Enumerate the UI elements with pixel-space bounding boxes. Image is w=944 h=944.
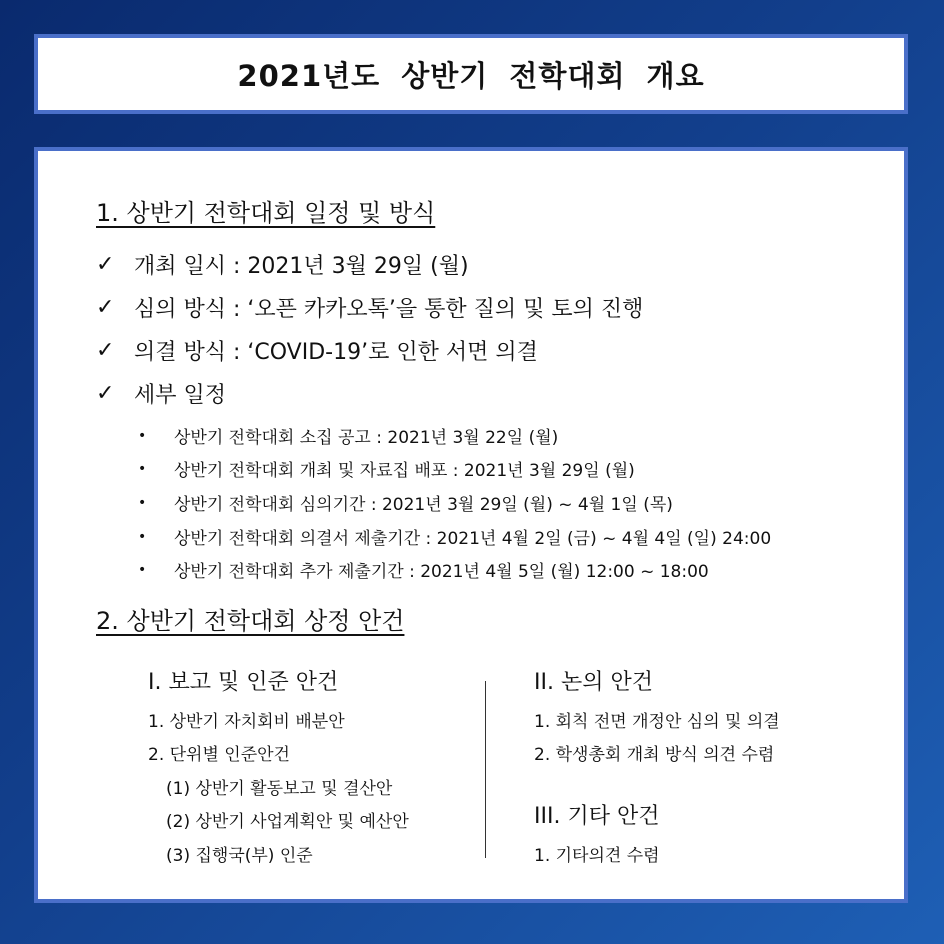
agenda-item: 1. 상반기 자치회비 배분안 bbox=[148, 712, 345, 732]
bullet-icon: • bbox=[138, 460, 147, 477]
check-item bbox=[96, 335, 538, 366]
agenda-subitem: (3) 집행국(부) 인준 bbox=[166, 846, 313, 866]
bullet-icon: • bbox=[138, 427, 147, 444]
schedule-text: 상반기 전학대회 개최 및 자료집 배포 : 2021년 3월 29일 (월) bbox=[174, 461, 635, 481]
agenda-item: 2. 단위별 인준안건 bbox=[148, 745, 290, 765]
bullet-icon: • bbox=[138, 561, 147, 578]
other-heading: III. 기타 안건 bbox=[534, 804, 660, 829]
agenda-item: 1. 기타의견 수렴 bbox=[534, 846, 660, 866]
report-approval-heading: I. 보고 및 인준 안건 bbox=[148, 670, 339, 695]
section1-title: 1. 상반기 전학대회 일정 및 방식 bbox=[96, 199, 436, 227]
schedule-item bbox=[138, 524, 771, 549]
check-item bbox=[96, 378, 226, 409]
schedule-text: 상반기 전학대회 의결서 제출기간 : 2021년 4월 2일 (금) ~ 4월 4일 (일) 24:00 bbox=[174, 529, 772, 549]
schedule-item bbox=[138, 423, 558, 448]
check-icon: ✓ bbox=[96, 338, 115, 363]
check-icon: ✓ bbox=[96, 381, 115, 406]
bullet-icon: • bbox=[138, 494, 147, 511]
title-box bbox=[34, 34, 908, 114]
agenda-subitem: (2) 상반기 사업계획안 및 예산안 bbox=[166, 812, 409, 832]
schedule-item bbox=[138, 456, 635, 481]
content-box bbox=[34, 147, 908, 903]
check-text: 세부 일정 bbox=[134, 383, 227, 408]
agenda-item: 1. 회칙 전면 개정안 심의 및 의결 bbox=[534, 712, 780, 732]
check-icon: ✓ bbox=[96, 252, 115, 277]
page-title: 2021년도 상반기 전학대회 개요 bbox=[237, 58, 705, 93]
check-text: 심의 방식 : ‘오픈 카카오톡’을 통한 질의 및 토의 진행 bbox=[134, 297, 644, 322]
check-text: 의결 방식 : ‘COVID-19’로 인한 서면 의결 bbox=[134, 340, 538, 365]
check-item bbox=[96, 292, 643, 323]
discussion-heading: II. 논의 안건 bbox=[534, 670, 653, 695]
schedule-text: 상반기 전학대회 소집 공고 : 2021년 3월 22일 (월) bbox=[174, 428, 559, 448]
check-text: 개최 일시 : 2021년 3월 29일 (월) bbox=[134, 254, 469, 279]
schedule-item bbox=[138, 490, 673, 515]
section2-title: 2. 상반기 전학대회 상정 안건 bbox=[96, 607, 405, 635]
column-divider bbox=[485, 681, 486, 858]
agenda-item: 2. 학생총회 개최 방식 의견 수렴 bbox=[534, 745, 775, 765]
schedule-item bbox=[138, 557, 709, 582]
schedule-text: 상반기 전학대회 추가 제출기간 : 2021년 4월 5일 (월) 12:00 ~ 18:00 bbox=[174, 562, 709, 582]
schedule-text: 상반기 전학대회 심의기간 : 2021년 3월 29일 (월) ~ 4월 1일 (목) bbox=[174, 495, 673, 515]
check-item bbox=[96, 249, 469, 280]
check-icon: ✓ bbox=[96, 295, 115, 320]
bullet-icon: • bbox=[138, 528, 147, 545]
agenda-subitem: (1) 상반기 활동보고 및 결산안 bbox=[166, 779, 393, 799]
